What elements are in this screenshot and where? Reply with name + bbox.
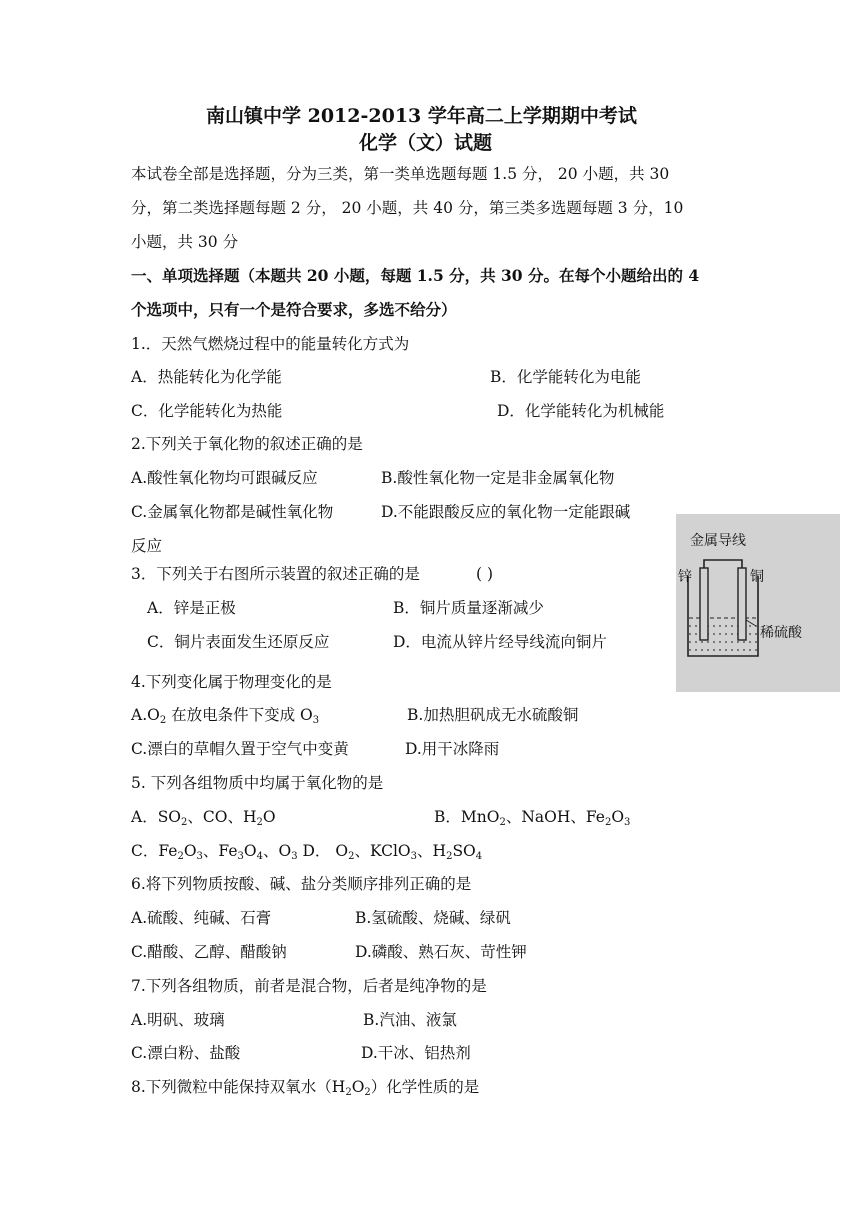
q7-option-a: A.明矾、玻璃 bbox=[131, 1011, 225, 1029]
q2-option-d: D.不能跟酸反应的氧化物一定能跟碱 bbox=[381, 503, 631, 521]
q6-option-d: D.磷酸、熟石灰、苛性钾 bbox=[355, 943, 527, 961]
q7-option-b: B.汽油、液氯 bbox=[363, 1011, 457, 1029]
q3-option-c: C．铜片表面发生还原反应 bbox=[147, 633, 330, 651]
figure-wire-label: 金属导线 bbox=[690, 533, 746, 549]
exam-title-line2: 化学（文）试题 bbox=[359, 132, 493, 154]
section1-heading-line-1: 一、单项选择题（本题共 20 小题，每题 1.5 分，共 30 分。在每个小题给出的 4 bbox=[131, 266, 700, 285]
figure-zinc-label: 锌 bbox=[678, 569, 692, 585]
q5-stem: 5. 下列各组物质中均属于氧化物的是 bbox=[131, 774, 384, 792]
q2-option-c: C.金属氧化物都是碱性氧化物 bbox=[131, 503, 334, 521]
q3-stem: 3．下列关于右图所示装置的叙述正确的是 bbox=[131, 565, 420, 583]
q6-stem: 6.将下列物质按酸、碱、盐分类顺序排列正确的是 bbox=[131, 875, 472, 893]
exam-title-line1: 南山镇中学 2012-2013 学年高二上学期期中考试 bbox=[206, 105, 637, 127]
q7-stem: 7.下列各组物质，前者是混合物，后者是纯净物的是 bbox=[131, 977, 487, 995]
q7-option-c: C.漂白粉、盐酸 bbox=[131, 1044, 241, 1062]
q4-option-d: D.用干冰降雨 bbox=[405, 740, 500, 758]
q6-option-a: A.硫酸、纯碱、石膏 bbox=[131, 909, 272, 927]
q3-option-b: B．铜片质量逐渐减少 bbox=[393, 599, 544, 617]
section1-heading-line-2: 个选项中，只有一个是符合要求，多选不给分） bbox=[131, 300, 457, 319]
q2-option-a: A.酸性氧化物均可跟碱反应 bbox=[131, 469, 318, 487]
q3-answer-paren: ( ) bbox=[476, 565, 494, 583]
q4-option-b: B.加热胆矾成无水硫酸铜 bbox=[407, 706, 579, 724]
q5-option-a: A．$SO_2$、CO、$H_2O$ bbox=[131, 808, 276, 828]
q2-option-d-continued: 反应 bbox=[131, 537, 163, 555]
q4-stem: 4.下列变化属于物理变化的是 bbox=[131, 673, 332, 691]
q7-option-d: D.干冰、铝热剂 bbox=[361, 1044, 471, 1062]
q6-option-b: B.氢硫酸、烧碱、绿矾 bbox=[355, 909, 511, 927]
figure-acid-label: 稀硫酸 bbox=[760, 625, 802, 641]
q1-stem: 1.．天然气燃烧过程中的能量转化方式为 bbox=[131, 335, 410, 353]
intro-line-3: 小题，共 30 分 bbox=[131, 233, 239, 251]
galvanic-cell-figure bbox=[676, 514, 840, 692]
q1-option-a: A．热能转化为化学能 bbox=[131, 368, 282, 386]
intro-line-1: 本试卷全部是选择题，分为三类，第一类单选题每题 1.5 分， 20 小题，共 30 bbox=[131, 165, 670, 183]
q4-option-c: C.漂白的草帽久置于空气中变黄 bbox=[131, 740, 349, 758]
q3-option-a: A．锌是正极 bbox=[147, 599, 236, 617]
q1-option-b: B．化学能转化为电能 bbox=[490, 368, 641, 386]
q6-option-c: C.醋酸、乙醇、醋酸钠 bbox=[131, 943, 287, 961]
q5-option-c-and-d: C．$Fe_2O_3$、$Fe_3O_4$、$O_3$ D． $O_2$、KClO$_3$、$H_2SO_4$ bbox=[131, 842, 483, 862]
q1-option-d: D．化学能转化为机械能 bbox=[497, 402, 665, 420]
q4-option-a: $A.O_2$ 在放电条件下变成 $O_3$ bbox=[131, 706, 320, 726]
q1-option-c: C．化学能转化为热能 bbox=[131, 402, 283, 420]
figure-copper-label: 铜 bbox=[750, 569, 764, 585]
q5-option-b: B．MnO$_2$、NaOH、$Fe_2O_3$ bbox=[434, 808, 631, 828]
q3-option-d: D．电流从锌片经导线流向铜片 bbox=[393, 633, 607, 651]
q8-stem: 8.下列微粒中能保持双氧水$(H_2O_2)$化学性质的是 bbox=[131, 1078, 480, 1098]
q2-option-b: B.酸性氧化物一定是非金属氧化物 bbox=[381, 469, 615, 487]
q2-stem: 2.下列关于氧化物的叙述正确的是 bbox=[131, 435, 363, 453]
intro-line-2: 分，第二类选择题每题 2 分， 20 小题，共 40 分，第三类多选题每题 3 分，10 bbox=[131, 199, 684, 217]
